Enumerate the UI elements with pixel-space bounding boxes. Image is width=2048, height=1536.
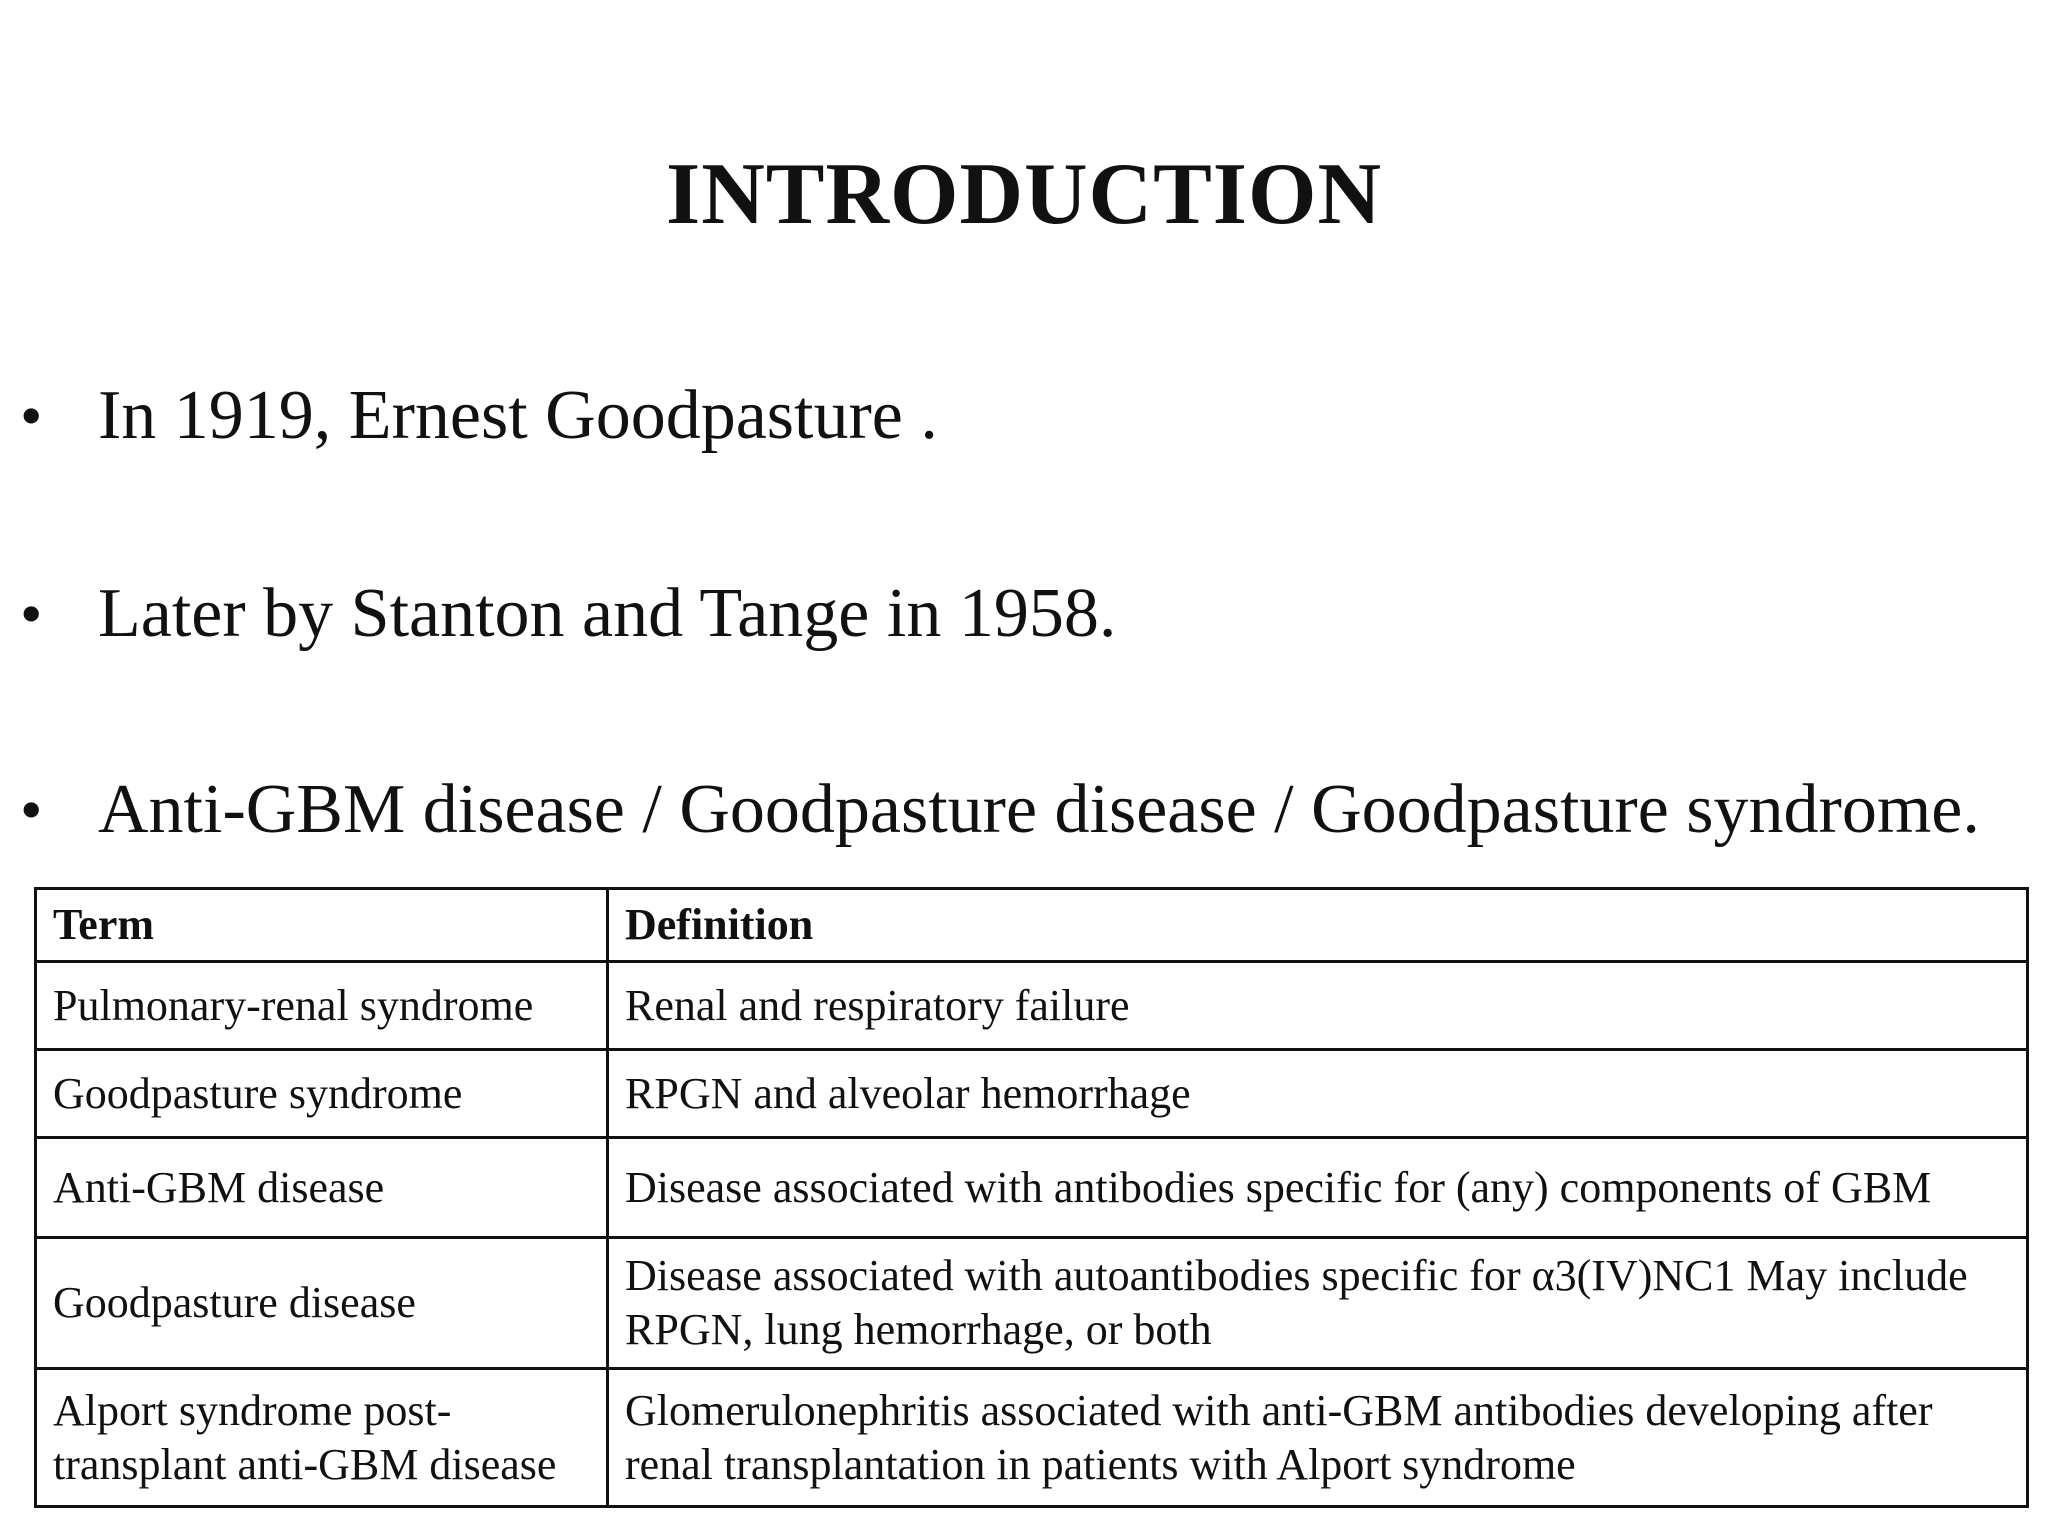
table-row [36, 1138, 2028, 1238]
bullet-text: In 1919, Ernest Goodpasture . [98, 377, 938, 454]
definitions-table [34, 887, 2029, 1508]
term-cell: Pulmonary-renal syndrome [36, 962, 608, 1050]
table-row [36, 1238, 2028, 1369]
definition-cell: Disease associated with antibodies specific for (any) components of GBM [608, 1138, 2028, 1238]
table-row [36, 962, 2028, 1050]
bullet-text: Anti-GBM disease / Goodpasture disease / Goodpasture syndrome. [98, 771, 1980, 848]
bullet-marker: • [20, 578, 43, 649]
term-cell: Goodpasture disease [36, 1238, 608, 1369]
definition-cell: Glomerulonephritis associated with anti-GBM antibodies developing after renal transplantation in patients with Alport syndrome [608, 1369, 2028, 1507]
slide-title: INTRODUCTION [665, 146, 1383, 243]
table-row [36, 1050, 2028, 1138]
bullet-marker: • [20, 380, 43, 451]
term-cell: Goodpasture syndrome [36, 1050, 608, 1138]
bullet-marker: • [20, 774, 43, 845]
header-definition: Definition [608, 889, 2028, 962]
definition-cell: Renal and respiratory failure [608, 962, 2028, 1050]
table-row [36, 1369, 2028, 1507]
definition-cell: Disease associated with autoantibodies specific for α3(IV)NC1 May include RPGN, lung hemorrhage, or both [608, 1238, 2028, 1369]
term-cell: Anti-GBM disease [36, 1138, 608, 1238]
definition-cell: RPGN and alveolar hemorrhage [608, 1050, 2028, 1138]
bullet-text: Later by Stanton and Tange in 1958. [98, 575, 1117, 652]
header-term: Term [36, 889, 608, 962]
table-header-row [36, 889, 2028, 962]
term-cell: Alport syndrome post-transplant anti-GBM disease [36, 1369, 608, 1507]
